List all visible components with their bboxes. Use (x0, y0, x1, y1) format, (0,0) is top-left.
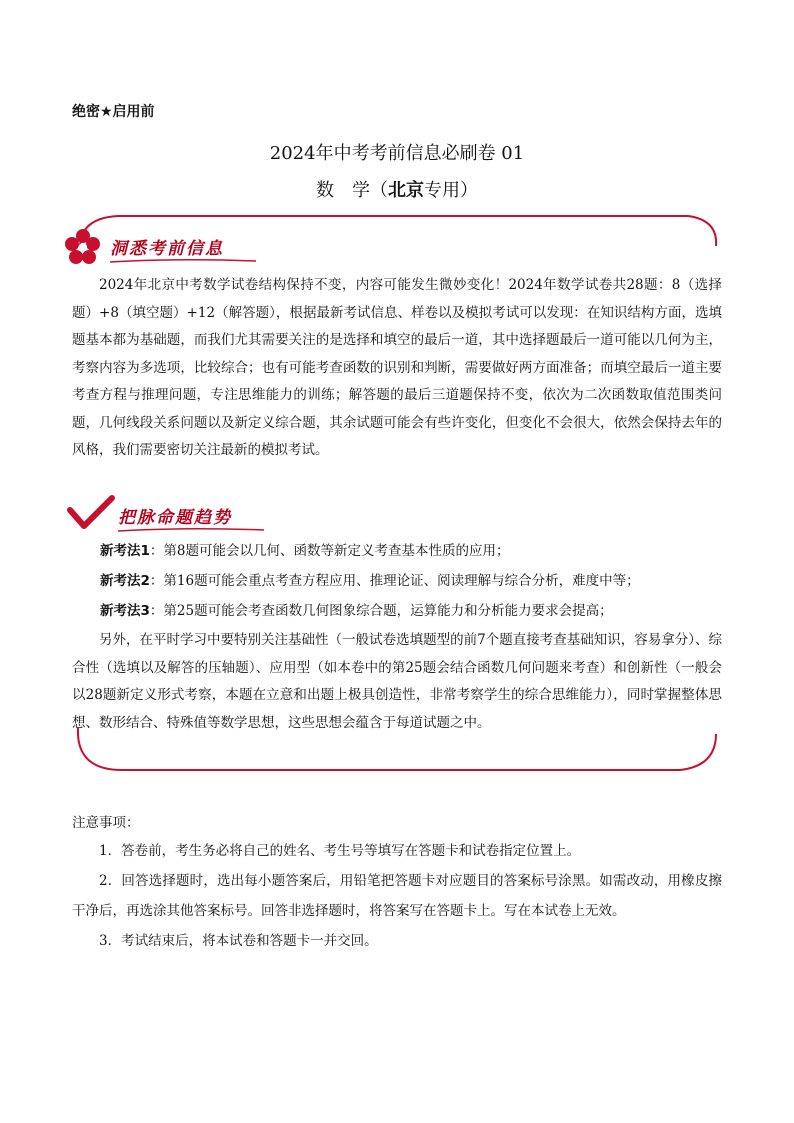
note-item: 3．考试结束后，将本试卷和答题卡一并交回。 (99, 933, 378, 949)
new-method-text: ：第25题可能会考查函数几何图象综合题，运算能力和分析能力要求会提高； (149, 603, 613, 619)
confidential-label: 绝密★启用前 (72, 104, 155, 120)
page-title: 2024年中考考前信息必刷卷 01 (269, 143, 525, 164)
heading-exam-info: 洞悉考前信息 (110, 239, 224, 259)
new-method-text: ：第16题可能会重点考查方程应用、推理论证、阅读理解与综合分析，难度中等； (149, 573, 640, 589)
new-method-label: 新考法1 (100, 543, 150, 559)
subtitle-region: 北京 (388, 180, 424, 201)
new-method-text: ：第8题可能会以几何、函数等新定义考查基本性质的应用； (149, 543, 510, 559)
check-mark-icon (66, 494, 116, 534)
trend-extra-paragraph: 另外，在平时学习中要特别关注基础性（一般试卷选填题型的前7个题直接考查基础知识，容易拿分）、综合性（选填以及解答的压轴题）、应用型（如本卷中的第25题会结合函数几何问题来考查）和创新性（一般会以28题新定义形式考察，本题在立意和出题上极具创造性，非常考察学生的综合思维能力），同时掌握整体思想、数形结合、特殊值等数学思想，这些思想会蕴含于每道试题之中。 (72, 632, 722, 731)
new-method-label: 新考法3 (100, 603, 150, 619)
new-method-3 (100, 600, 720, 622)
heading-trend: 把脉命题趋势 (118, 508, 232, 528)
new-method-1 (100, 540, 720, 562)
heading-underline (108, 256, 258, 266)
note-item: 2．回答选择题时，选出每小题答案后，用铅笔把答题卡对应题目的答案标号涂黑。如需改动，用橡皮擦干净后，再选涂其他答案标号。回答非选择题时，将答案写在答题卡上。写在本试卷上无效。 (72, 873, 722, 919)
new-method-2 (100, 570, 720, 592)
subtitle-suffix: 专用） (424, 180, 478, 201)
subtitle-prefix: 数 学（ (316, 180, 388, 201)
notes-title: 注意事项： (72, 815, 140, 831)
flower-icon (62, 226, 104, 268)
note-item: 1．答卷前，考生务必将自己的姓名、考生号等填写在答题卡和试卷指定位置上。 (99, 843, 581, 859)
new-method-label: 新考法2 (100, 573, 150, 589)
heading-underline-2 (116, 525, 266, 535)
exam-info-paragraph: 2024年北京中考数学试卷结构保持不变，内容可能发生微妙变化！2024年数学试卷共28题：8（选择题）+8（填空题）+12（解答题），根据最新考试信息、样卷以及模拟考试可以发现：在知识结构方面，选填题基本都为基础题，而我们尤其需要关注的是选择和填空的最后一道，其中选择题最后一道可能以几何为主，考察内容为多选项，比较综合；也有可能考查函数的识别和判断，需要做好两方面准备；而填空最后一道主要考查方程与推理问题，专注思维能力的训练；解答题的最后三道题保持不变，依次为二次函数取值范围类问题，几何线段关系问题以及新定义综合题，其余试题可能会有些许变化，但变化不会很大，依然会保持去年的风格，我们需要密切关注最新的模拟考试。 (72, 277, 722, 458)
